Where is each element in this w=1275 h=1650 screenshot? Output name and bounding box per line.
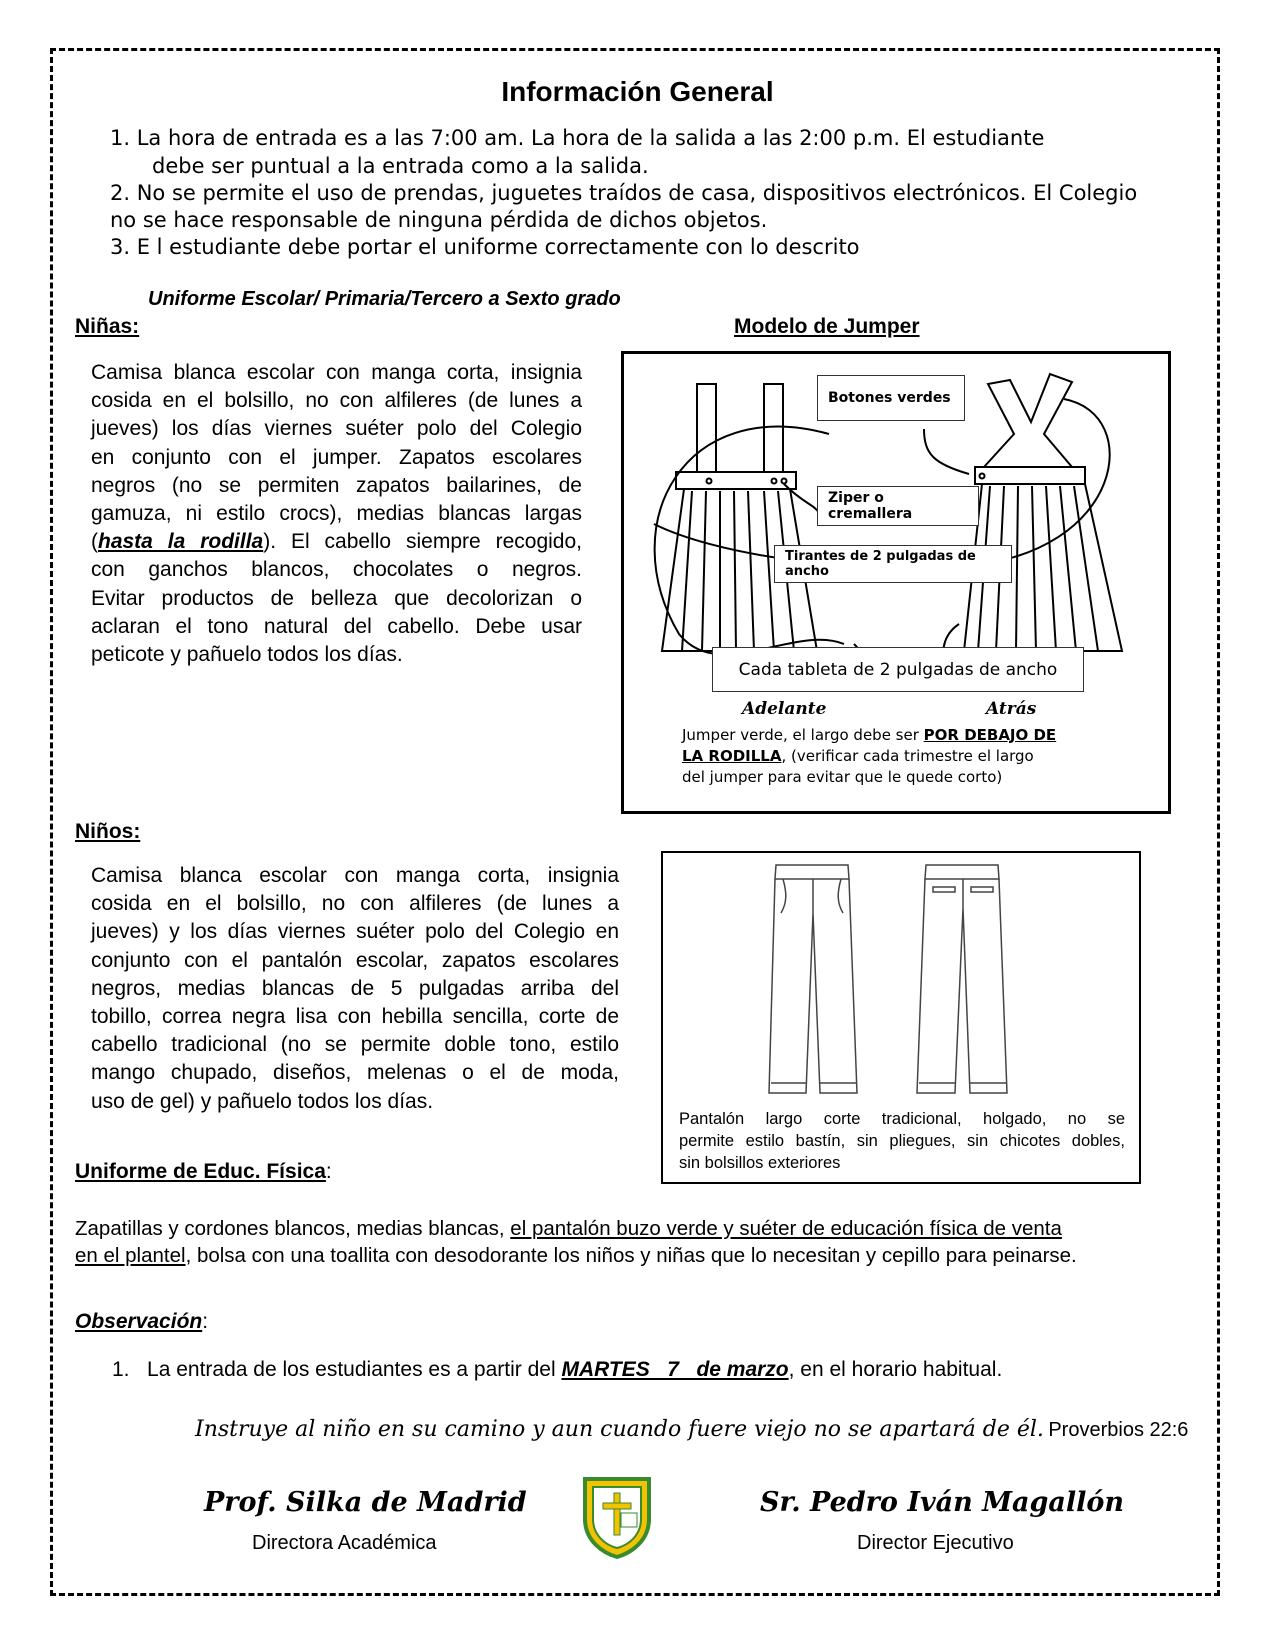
jumper-note-emph-1: POR DEBAJO DE xyxy=(923,726,1057,744)
pants-caption-line-3: sin bolsillos exteriores xyxy=(679,1154,841,1172)
girls-line: aclaran el tono natural del cabello. Debe usar xyxy=(91,614,582,638)
label-front: Adelante xyxy=(742,699,827,719)
pe-text-pre: Zapatillas y cordones blancos, medias blancas, xyxy=(75,1217,511,1240)
jumper-note-emph-2: LA RODILLA xyxy=(682,747,782,765)
pe-text-post: , bolsa con una toallita con desodorante los niños y niñas que lo necesitan y cepillo para peinarse. xyxy=(185,1244,1077,1267)
signature-right: Sr. Pedro Iván Magallón xyxy=(760,1487,1125,1518)
label-zipper: Ziper o cremallera xyxy=(817,486,979,526)
pe-text-underlined-2: en el plantel xyxy=(75,1244,186,1267)
girls-line: con ganchos blancos, chocolates o negros. xyxy=(91,558,582,582)
info-item-2-line-1: 2. No se permite el uso de prendas, juguetes traídos de casa, dispositivos electrónicos. El Colegio xyxy=(110,181,1138,205)
label-back: Atrás xyxy=(986,699,1037,719)
boys-line: cabello tradicional (no se permite doble tono, estilo xyxy=(91,1033,619,1057)
observation-item-post: , en el horario habitual. xyxy=(788,1358,1003,1381)
boys-line: negros, medias blancas de 5 pulgadas arriba del xyxy=(91,976,619,1000)
info-item-1-line-1: 1. La hora de entrada es a las 7:00 am. La hora de la salida a las 2:00 p.m. El estudiante xyxy=(110,126,1045,150)
girls-line: negros (no se permiten zapatos bailarines, de xyxy=(91,473,582,497)
info-item-1-line-2: debe ser puntual a la entrada como a la salida. xyxy=(152,154,649,178)
verse-text: Instruye al niño en su camino y aun cuando fuere viejo no se apartará de él. xyxy=(195,1417,1044,1442)
uniform-subtitle: Uniforme Escolar/ Primaria/Tercero a Sexto grado xyxy=(148,288,621,310)
girls-line: cosida en el bolsillo, no con alfileres (de lunes a xyxy=(91,389,582,413)
girls-line: jueves) los días viernes suéter polo del Colegio xyxy=(91,417,582,441)
pe-heading-row xyxy=(75,1160,332,1184)
observation-item-number: 1. xyxy=(112,1358,130,1381)
label-buttons: Botones verdes xyxy=(817,375,965,421)
label-straps: Tirantes de 2 pulgadas de ancho xyxy=(774,545,1012,583)
boys-line: cosida en el bolsillo, no con alfileres (de lunes a xyxy=(91,892,619,916)
signature-left: Prof. Silka de Madrid xyxy=(204,1487,527,1518)
girls-line: Evitar productos de belleza que decolorizan o xyxy=(91,586,582,610)
observation-heading: Observación xyxy=(75,1310,203,1333)
jumper-note-line-3: del jumper para evitar que le quede corto) xyxy=(682,768,1003,786)
jumper-note-post-1: , (verificar cada trimestre el largo xyxy=(781,747,1034,765)
signer-left-title: Directora Académica xyxy=(252,1532,437,1554)
observation-colon: : xyxy=(202,1310,209,1333)
pants-caption-line-1: Pantalón largo corte tradicional, holgado, no se xyxy=(679,1110,1125,1128)
boys-line: mango chupado, diseños, melenas o el de moda, xyxy=(91,1061,619,1085)
girls-heading: Niñas: xyxy=(75,315,140,338)
verse-reference: Proverbios 22:6 xyxy=(1048,1419,1189,1441)
observation-item-pre: La entrada de los estudiantes es a partir del xyxy=(147,1358,562,1381)
verse-row xyxy=(195,1417,1188,1442)
boys-description xyxy=(91,862,619,1116)
boys-line: jueves) y los días viernes suéter polo del Colegio en xyxy=(91,920,619,944)
info-item-2-line-2: no se hace responsable de ninguna pérdida de dichos objetos. xyxy=(110,208,768,232)
boys-line: Camisa blanca escolar con manga corta, insignia xyxy=(91,864,619,887)
girls-line: Camisa blanca escolar con manga corta, insignia xyxy=(91,361,582,384)
page-title: Información General xyxy=(501,76,774,107)
jumper-heading: Modelo de Jumper xyxy=(734,315,920,338)
boys-line: tobillo, correa negra lisa con hebilla sencilla, corte de xyxy=(91,1005,619,1029)
boys-line: conjunto con el pantalón escolar, zapatos escolares xyxy=(91,948,619,972)
girls-line-7-pre: ( xyxy=(91,530,98,554)
jumper-note xyxy=(682,725,1152,788)
knee-length-emphasis: hasta la rodilla xyxy=(98,530,264,554)
girls-line-7 xyxy=(91,528,582,556)
pants-figure-box xyxy=(661,851,1141,1184)
school-crest-logo xyxy=(581,1475,653,1559)
observation-heading-row xyxy=(75,1310,208,1334)
pe-text-underlined-1: el pantalón buzo verde y suéter de educación física de venta xyxy=(510,1217,1062,1240)
pe-heading-colon: : xyxy=(325,1160,332,1183)
jumper-note-pre: Jumper verde, el largo debe ser xyxy=(682,726,924,744)
girls-line-7-post: ). El cabello siempre recogido, xyxy=(263,530,582,554)
pe-heading: Uniforme de Educ. Física xyxy=(75,1160,326,1183)
label-tablets: Cada tableta de 2 pulgadas de ancho xyxy=(712,647,1084,692)
observation-item xyxy=(112,1358,1002,1382)
girls-line: en conjunto con el jumper. Zapatos escolares xyxy=(91,445,582,469)
jumper-note-line-2 xyxy=(682,746,1152,767)
girls-description xyxy=(91,359,582,669)
jumper-figure-box xyxy=(621,351,1171,814)
jumper-note-line-1 xyxy=(682,725,1152,746)
observation-date: MARTES 7 de marzo xyxy=(561,1358,789,1381)
boys-heading: Niños: xyxy=(75,820,141,843)
girls-line-last: peticote y pañuelo todos los días. xyxy=(91,643,403,667)
pants-caption xyxy=(679,1108,1125,1174)
signer-right-title: Director Ejecutivo xyxy=(857,1532,1014,1554)
info-item-3: 3. E l estudiante debe portar el uniforme correctamente con lo descrito xyxy=(110,235,860,259)
pants-caption-line-2: permite estilo bastín, sin pliegues, sin chicotes dobles, xyxy=(679,1132,1125,1150)
pants-illustration xyxy=(663,853,1139,1113)
pe-description xyxy=(75,1215,1205,1269)
boys-line-last: uso de gel) y pañuelo todos los días. xyxy=(91,1089,434,1113)
girls-line: gamuza, ni estilo crocs), medias blancas largas xyxy=(91,502,582,526)
